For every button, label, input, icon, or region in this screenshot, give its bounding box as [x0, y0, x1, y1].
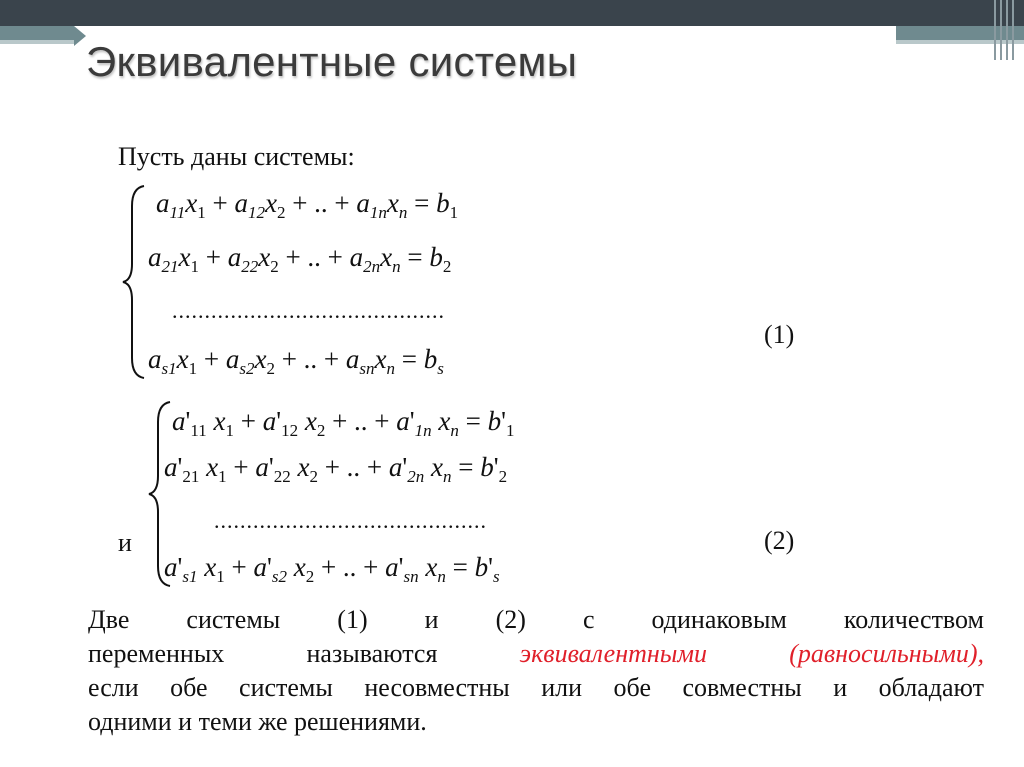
system2-row-1: $a'_{11}$ $x_1 + a'_{12}$ $x_2$ + .. + $a'_{1n}$ $x_n = b'_1$ [172, 406, 515, 440]
system1-row-1: $a_{11}x_1 + a_{12}x_2$ + .. + $a_{1n}x_n = b_1$ [156, 188, 459, 222]
definition-line-1: Две системы (1) и (2) с одинаковым количеством [88, 605, 984, 634]
system1-row-2: $a_{21}x_1 + a_{22}x_2$ + .. + $a_{2n}x_n = b_2$ [148, 242, 452, 276]
system2-row-s: $a'_{s1}$ $x_1 + a'_{s2}$ $x_2$ + .. + $a'_{sn}$ $x_n = b'_s$ [164, 552, 500, 586]
system2-row-dots: .......................................... [214, 508, 487, 533]
intro-text: Пусть даны системы: [118, 142, 355, 171]
definition-line-4: одними и теми же решениями. [88, 707, 427, 736]
system1-number: (1) [764, 320, 795, 349]
conjunction-text: и [118, 528, 132, 557]
definition-term: эквивалентными (равносильными), [519, 639, 984, 668]
definition-line-3: если обе системы несовместны или обе совместны и обладают [88, 673, 984, 702]
top-bar [0, 0, 1024, 26]
system1-row-dots: .......................................... [172, 298, 445, 323]
system2-number: (2) [764, 526, 795, 555]
definition-line-2 [88, 637, 984, 671]
definition-paragraph [88, 603, 984, 739]
left-accent-bar [0, 26, 74, 40]
system1-row-s: $a_{s1}x_1 + a_{s2}x_2$ + .. + $a_{sn}x_n = b_s$ [148, 344, 444, 378]
corner-stripes [992, 0, 1020, 60]
system1-brace [120, 184, 148, 380]
left-accent-arrow [74, 26, 86, 46]
system2-row-2: $a'_{21}$ $x_1 + a'_{22}$ $x_2$ + .. + $a'_{2n}$ $x_n = b'_2$ [164, 452, 508, 486]
definition-line-2-text: переменных называются [88, 639, 438, 668]
slide-title: Эквивалентные системы [86, 38, 578, 85]
left-accent-line [0, 40, 74, 44]
